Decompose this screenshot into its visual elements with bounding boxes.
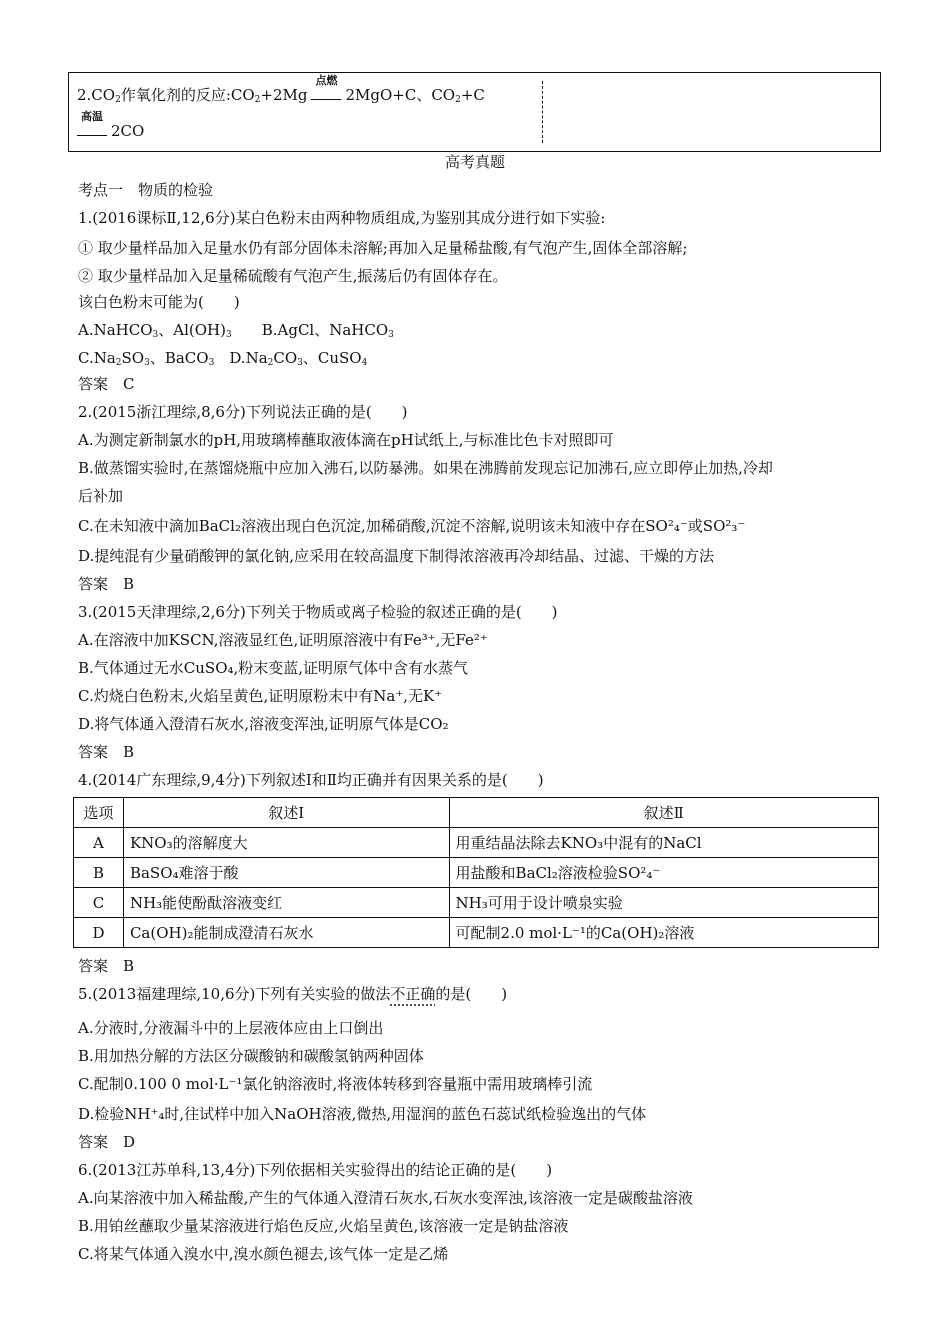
q1-answer: 答案 C (78, 375, 135, 393)
table-row (74, 858, 879, 888)
q1-ask: 该白色粉末可能为( ) (78, 293, 240, 311)
q5-option-d: D.检验NH⁺₄时,往试样中加入NaOH溶液,微热,用湿润的蓝色石蕊试纸检验逸出的气体 (78, 1105, 647, 1123)
emphasis-not-correct: 不正确 (390, 985, 436, 1003)
q1-stem: 1.(2016课标Ⅱ,12,6分)某白色粉末由两种物质组成,为鉴别其成分进行如下实验: (78, 209, 606, 227)
header-statement-1: 叙述Ⅰ (123, 798, 449, 828)
table-row (74, 888, 879, 918)
q6-option-a: A.向某溶液中加入稀盐酸,产生的气体通入澄清石灰水,石灰水变浑浊,该溶液一定是碳酸盐溶液 (78, 1189, 693, 1207)
q3-answer: 答案 B (78, 743, 135, 761)
q6-stem: 6.(2013江苏单科,13,4分)下列依据相关实验得出的结论正确的是( ) (78, 1161, 553, 1179)
row-statement-1: NH₃能使酚酞溶液变红 (123, 888, 449, 918)
row-label: B (74, 858, 124, 888)
q1-step-1: ① 取少量样品加入足量水仍有部分固体未溶解;再加入足量稀盐酸,有气泡产生,固体全部溶解; (78, 239, 688, 257)
q2-option-c: C.在未知液中滴加BaCl₂溶液出现白色沉淀,加稀硝酸,沉淀不溶解,说明该未知液中存在SO²₄⁻或SO²₃⁻ (78, 517, 746, 535)
reaction-line-1: $2.CO_2$作氧化剂的反应$:CO_2+2Mg$ 点燃 2MgO+C、$CO_2+C$ (77, 74, 485, 105)
q5-stem: 5.(2013福建理综,10,6分)下列有关实验的做法不正确的是( ) (78, 985, 508, 1003)
q2-option-d: D.提纯混有少量硝酸钾的氯化钠,应采用在较高温度下制得浓溶液再冷却结晶、过滤、干燥的方法 (78, 547, 715, 565)
row-statement-1: BaSO₄难溶于酸 (123, 858, 449, 888)
q1-step-2: ② 取少量样品加入足量稀硫酸有气泡产生,振荡后仍有固体存在。 (78, 267, 508, 285)
q4-stem: 4.(2014广东理综,9,4分)下列叙述Ⅰ和Ⅱ均正确并有因果关系的是( ) (78, 771, 544, 789)
row-statement-2: NH₃可用于设计喷泉实验 (449, 888, 878, 918)
q5-answer: 答案 D (78, 1133, 136, 1151)
row-label: D (74, 918, 124, 948)
q4-answer: 答案 B (78, 957, 135, 975)
box-divider (542, 81, 543, 143)
q1-option-a-b: A.NaHCO$_3$、$Al(OH)_3$ B.AgCl、NaHCO$_3$ (78, 321, 394, 340)
q2-option-b-2: 后补加 (78, 487, 124, 505)
condition-ignite: 点燃 (311, 85, 341, 100)
q3-stem: 3.(2015天津理综,2,6分)下列关于物质或离子检验的叙述正确的是( ) (78, 603, 558, 621)
row-statement-2: 可配制2.0 mol·L⁻¹的Ca(OH)₂溶液 (449, 918, 878, 948)
q6-option-c: C.将某气体通入溴水中,溴水颜色褪去,该气体一定是乙烯 (78, 1245, 449, 1263)
q2-option-a: A.为测定新制氯水的pH,用玻璃棒蘸取液体滴在pH试纸上,与标准比色卡对照即可 (78, 431, 614, 449)
q4-table (73, 797, 879, 948)
row-statement-1: KNO₃的溶解度大 (123, 828, 449, 858)
q5-option-c: C.配制0.100 0 mol·L⁻¹氯化钠溶液时,将液体转移到容量瓶中需用玻璃棒引流 (78, 1075, 593, 1093)
q3-option-b: B.气体通过无水CuSO₄,粉末变蓝,证明原气体中含有水蒸气 (78, 659, 469, 677)
header-statement-2: 叙述Ⅱ (449, 798, 878, 828)
q5-option-b: B.用加热分解的方法区分碳酸钠和碳酸氢钠两种固体 (78, 1047, 424, 1065)
q2-option-b-1: B.做蒸馏实验时,在蒸馏烧瓶中应加入沸石,以防暴沸。如果在沸腾前发现忘记加沸石,应立即停止加热,冷却 (78, 459, 773, 477)
table-row (74, 918, 879, 948)
q3-option-c: C.灼烧白色粉末,火焰呈黄色,证明原粉末中有Na⁺,无K⁺ (78, 687, 443, 705)
q2-answer: 答案 B (78, 575, 135, 593)
row-statement-2: 用盐酸和BaCl₂溶液检验SO²₄⁻ (449, 858, 878, 888)
topic-heading: 考点一 物质的检验 (78, 181, 214, 199)
row-label: C (74, 888, 124, 918)
top-reaction-box (68, 72, 881, 152)
reaction-line-2: 高温 2CO (77, 121, 144, 141)
table-header-row (74, 798, 879, 828)
header-option: 选项 (74, 798, 124, 828)
section-title: 高考真题 (444, 153, 505, 171)
row-statement-2: 用重结晶法除去KNO₃中混有的NaCl (449, 828, 878, 858)
table-row (74, 828, 879, 858)
q3-option-d: D.将气体通入澄清石灰水,溶液变浑浊,证明原气体是CO₂ (78, 715, 449, 733)
q2-stem: 2.(2015浙江理综,8,6分)下列说法正确的是( ) (78, 403, 408, 421)
q1-option-c-d: $C.Na_2SO_3$、BaCO$_3$ $D.Na_2CO_3$、CuSO$_4$ (78, 349, 368, 368)
condition-high-temp: 高温 (77, 121, 107, 136)
row-statement-1: Ca(OH)₂能制成澄清石灰水 (123, 918, 449, 948)
q5-option-a: A.分液时,分液漏斗中的上层液体应由上口倒出 (78, 1019, 384, 1037)
q3-option-a: A.在溶液中加KSCN,溶液显红色,证明原溶液中有Fe³⁺,无Fe²⁺ (78, 631, 488, 649)
row-label: A (74, 828, 124, 858)
q6-option-b: B.用铂丝蘸取少量某溶液进行焰色反应,火焰呈黄色,该溶液一定是钠盐溶液 (78, 1217, 569, 1235)
